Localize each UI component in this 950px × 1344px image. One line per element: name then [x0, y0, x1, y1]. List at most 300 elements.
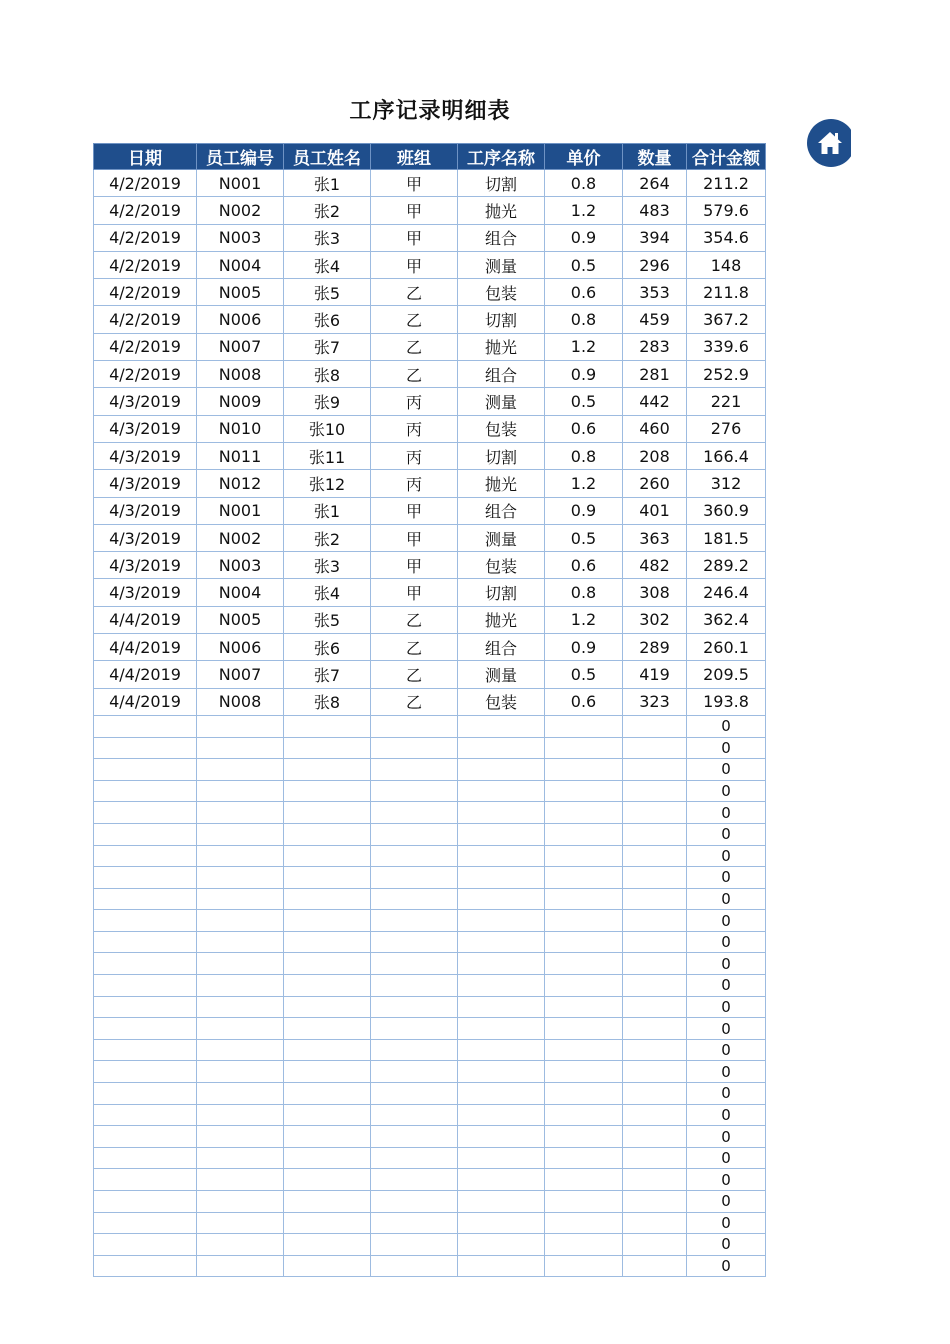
cell-unit-price[interactable]: 0.8	[545, 306, 623, 333]
cell-employee-id[interactable]	[197, 1234, 284, 1256]
cell-process-name[interactable]: 切割	[458, 579, 545, 606]
cell-total-amount[interactable]: 360.9	[687, 497, 766, 524]
cell-process-name[interactable]: 抛光	[458, 470, 545, 497]
cell-team[interactable]: 甲	[371, 251, 458, 278]
cell-date[interactable]: 4/4/2019	[94, 688, 197, 715]
cell-unit-price[interactable]: 1.2	[545, 197, 623, 224]
cell-unit-price[interactable]	[545, 1234, 623, 1256]
cell-process-name[interactable]	[458, 802, 545, 824]
cell-employee-id[interactable]	[197, 759, 284, 781]
cell-quantity[interactable]: 264	[623, 170, 687, 197]
cell-quantity[interactable]	[623, 1191, 687, 1213]
cell-date[interactable]: 4/3/2019	[94, 524, 197, 551]
cell-unit-price[interactable]	[545, 1039, 623, 1061]
cell-team[interactable]	[371, 802, 458, 824]
cell-employee-name[interactable]: 张9	[284, 388, 371, 415]
cell-total-amount[interactable]: 0	[687, 867, 766, 889]
cell-unit-price[interactable]	[545, 910, 623, 932]
cell-team[interactable]	[371, 1018, 458, 1040]
cell-total-amount[interactable]: 0	[687, 1147, 766, 1169]
cell-total-amount[interactable]: 0	[687, 1039, 766, 1061]
cell-process-name[interactable]	[458, 759, 545, 781]
cell-employee-id[interactable]	[197, 867, 284, 889]
cell-unit-price[interactable]	[545, 759, 623, 781]
cell-quantity[interactable]: 302	[623, 606, 687, 633]
cell-employee-id[interactable]: N005	[197, 606, 284, 633]
cell-team[interactable]	[371, 953, 458, 975]
cell-quantity[interactable]	[623, 910, 687, 932]
cell-date[interactable]: 4/3/2019	[94, 470, 197, 497]
cell-date[interactable]	[94, 910, 197, 932]
cell-employee-name[interactable]	[284, 910, 371, 932]
cell-team[interactable]: 甲	[371, 497, 458, 524]
column-header-employee-id[interactable]: 员工编号	[197, 144, 284, 170]
cell-date[interactable]	[94, 1018, 197, 1040]
cell-employee-name[interactable]	[284, 1191, 371, 1213]
cell-process-name[interactable]: 测量	[458, 251, 545, 278]
cell-date[interactable]	[94, 953, 197, 975]
cell-employee-id[interactable]: N012	[197, 470, 284, 497]
cell-unit-price[interactable]: 0.9	[545, 497, 623, 524]
cell-employee-id[interactable]	[197, 931, 284, 953]
cell-employee-id[interactable]	[197, 910, 284, 932]
cell-quantity[interactable]: 289	[623, 634, 687, 661]
cell-employee-name[interactable]	[284, 975, 371, 997]
cell-process-name[interactable]	[458, 715, 545, 737]
cell-unit-price[interactable]: 0.5	[545, 388, 623, 415]
cell-quantity[interactable]	[623, 1083, 687, 1105]
cell-employee-name[interactable]	[284, 953, 371, 975]
cell-quantity[interactable]: 460	[623, 415, 687, 442]
cell-unit-price[interactable]: 0.6	[545, 552, 623, 579]
cell-process-name[interactable]	[458, 996, 545, 1018]
cell-team[interactable]	[371, 780, 458, 802]
cell-process-name[interactable]: 包装	[458, 552, 545, 579]
cell-date[interactable]: 4/3/2019	[94, 497, 197, 524]
cell-quantity[interactable]	[623, 1169, 687, 1191]
cell-quantity[interactable]: 308	[623, 579, 687, 606]
cell-quantity[interactable]: 363	[623, 524, 687, 551]
cell-quantity[interactable]	[623, 953, 687, 975]
cell-employee-name[interactable]: 张1	[284, 497, 371, 524]
cell-date[interactable]	[94, 996, 197, 1018]
cell-team[interactable]: 乙	[371, 688, 458, 715]
cell-employee-id[interactable]: N008	[197, 361, 284, 388]
cell-process-name[interactable]: 组合	[458, 497, 545, 524]
cell-employee-id[interactable]: N002	[197, 524, 284, 551]
cell-quantity[interactable]	[623, 1126, 687, 1148]
cell-quantity[interactable]	[623, 1018, 687, 1040]
cell-unit-price[interactable]: 0.5	[545, 524, 623, 551]
cell-employee-id[interactable]	[197, 1191, 284, 1213]
cell-team[interactable]: 乙	[371, 279, 458, 306]
cell-quantity[interactable]: 483	[623, 197, 687, 224]
cell-employee-id[interactable]: N004	[197, 251, 284, 278]
cell-date[interactable]	[94, 759, 197, 781]
column-header-date[interactable]: 日期	[94, 144, 197, 170]
cell-date[interactable]	[94, 1083, 197, 1105]
cell-date[interactable]	[94, 802, 197, 824]
cell-employee-id[interactable]	[197, 715, 284, 737]
cell-team[interactable]: 甲	[371, 579, 458, 606]
cell-process-name[interactable]	[458, 1212, 545, 1234]
cell-process-name[interactable]: 测量	[458, 661, 545, 688]
cell-employee-id[interactable]: N003	[197, 552, 284, 579]
cell-unit-price[interactable]: 0.8	[545, 442, 623, 469]
cell-employee-name[interactable]: 张6	[284, 306, 371, 333]
cell-unit-price[interactable]	[545, 931, 623, 953]
cell-process-name[interactable]	[458, 737, 545, 759]
cell-team[interactable]: 乙	[371, 634, 458, 661]
cell-unit-price[interactable]	[545, 737, 623, 759]
cell-unit-price[interactable]	[545, 888, 623, 910]
cell-unit-price[interactable]: 1.2	[545, 333, 623, 360]
cell-process-name[interactable]: 组合	[458, 634, 545, 661]
cell-process-name[interactable]	[458, 1018, 545, 1040]
cell-employee-name[interactable]: 张12	[284, 470, 371, 497]
cell-employee-name[interactable]	[284, 845, 371, 867]
cell-total-amount[interactable]: 166.4	[687, 442, 766, 469]
cell-unit-price[interactable]: 0.6	[545, 688, 623, 715]
cell-date[interactable]: 4/3/2019	[94, 388, 197, 415]
cell-date[interactable]: 4/2/2019	[94, 306, 197, 333]
cell-employee-name[interactable]: 张5	[284, 606, 371, 633]
cell-process-name[interactable]: 切割	[458, 170, 545, 197]
cell-total-amount[interactable]: 209.5	[687, 661, 766, 688]
cell-total-amount[interactable]: 0	[687, 715, 766, 737]
column-header-total-amount[interactable]: 合计金额	[687, 144, 766, 170]
cell-date[interactable]: 4/2/2019	[94, 197, 197, 224]
cell-quantity[interactable]	[623, 996, 687, 1018]
cell-total-amount[interactable]: 0	[687, 1104, 766, 1126]
cell-quantity[interactable]: 442	[623, 388, 687, 415]
cell-quantity[interactable]	[623, 759, 687, 781]
cell-employee-name[interactable]: 张4	[284, 251, 371, 278]
cell-total-amount[interactable]: 0	[687, 996, 766, 1018]
cell-process-name[interactable]: 组合	[458, 361, 545, 388]
cell-employee-name[interactable]	[284, 1234, 371, 1256]
cell-process-name[interactable]	[458, 931, 545, 953]
column-header-process-name[interactable]: 工序名称	[458, 144, 545, 170]
cell-unit-price[interactable]	[545, 780, 623, 802]
cell-employee-name[interactable]: 张7	[284, 333, 371, 360]
cell-employee-id[interactable]	[197, 823, 284, 845]
cell-unit-price[interactable]: 1.2	[545, 470, 623, 497]
cell-employee-id[interactable]: N006	[197, 634, 284, 661]
cell-quantity[interactable]: 208	[623, 442, 687, 469]
cell-quantity[interactable]	[623, 737, 687, 759]
cell-unit-price[interactable]	[545, 1255, 623, 1277]
cell-employee-name[interactable]	[284, 1104, 371, 1126]
cell-team[interactable]	[371, 1147, 458, 1169]
cell-employee-name[interactable]	[284, 1255, 371, 1277]
cell-employee-name[interactable]: 张3	[284, 552, 371, 579]
cell-quantity[interactable]	[623, 802, 687, 824]
cell-total-amount[interactable]: 0	[687, 823, 766, 845]
cell-total-amount[interactable]: 579.6	[687, 197, 766, 224]
cell-unit-price[interactable]	[545, 802, 623, 824]
cell-team[interactable]: 甲	[371, 224, 458, 251]
cell-employee-name[interactable]: 张11	[284, 442, 371, 469]
cell-team[interactable]	[371, 975, 458, 997]
cell-quantity[interactable]: 394	[623, 224, 687, 251]
cell-quantity[interactable]	[623, 888, 687, 910]
cell-process-name[interactable]	[458, 888, 545, 910]
cell-date[interactable]: 4/3/2019	[94, 579, 197, 606]
cell-team[interactable]: 甲	[371, 552, 458, 579]
cell-process-name[interactable]: 切割	[458, 306, 545, 333]
cell-date[interactable]	[94, 737, 197, 759]
cell-team[interactable]	[371, 867, 458, 889]
cell-process-name[interactable]	[458, 1039, 545, 1061]
cell-quantity[interactable]	[623, 1061, 687, 1083]
cell-date[interactable]: 4/2/2019	[94, 333, 197, 360]
cell-quantity[interactable]: 260	[623, 470, 687, 497]
cell-total-amount[interactable]: 0	[687, 888, 766, 910]
cell-unit-price[interactable]	[545, 1191, 623, 1213]
cell-date[interactable]	[94, 1234, 197, 1256]
cell-date[interactable]	[94, 1126, 197, 1148]
column-header-employee-name[interactable]: 员工姓名	[284, 144, 371, 170]
cell-date[interactable]: 4/4/2019	[94, 661, 197, 688]
cell-process-name[interactable]: 包装	[458, 279, 545, 306]
cell-team[interactable]	[371, 1212, 458, 1234]
cell-employee-id[interactable]	[197, 737, 284, 759]
cell-employee-id[interactable]: N003	[197, 224, 284, 251]
cell-team[interactable]: 甲	[371, 197, 458, 224]
cell-employee-name[interactable]: 张8	[284, 361, 371, 388]
cell-quantity[interactable]	[623, 780, 687, 802]
column-header-team[interactable]: 班组	[371, 144, 458, 170]
cell-team[interactable]	[371, 910, 458, 932]
cell-employee-id[interactable]	[197, 1039, 284, 1061]
cell-team[interactable]	[371, 1061, 458, 1083]
cell-unit-price[interactable]: 0.8	[545, 170, 623, 197]
cell-process-name[interactable]: 包装	[458, 688, 545, 715]
cell-process-name[interactable]	[458, 867, 545, 889]
cell-employee-name[interactable]	[284, 1126, 371, 1148]
cell-total-amount[interactable]: 0	[687, 975, 766, 997]
cell-employee-id[interactable]: N010	[197, 415, 284, 442]
cell-team[interactable]	[371, 1255, 458, 1277]
cell-unit-price[interactable]: 0.5	[545, 251, 623, 278]
cell-quantity[interactable]	[623, 1104, 687, 1126]
cell-total-amount[interactable]: 0	[687, 1255, 766, 1277]
cell-date[interactable]: 4/4/2019	[94, 634, 197, 661]
cell-total-amount[interactable]: 367.2	[687, 306, 766, 333]
cell-employee-name[interactable]	[284, 1212, 371, 1234]
cell-process-name[interactable]	[458, 1234, 545, 1256]
cell-employee-id[interactable]: N005	[197, 279, 284, 306]
cell-date[interactable]	[94, 867, 197, 889]
cell-process-name[interactable]: 抛光	[458, 606, 545, 633]
cell-total-amount[interactable]: 181.5	[687, 524, 766, 551]
cell-date[interactable]	[94, 1147, 197, 1169]
cell-employee-id[interactable]: N008	[197, 688, 284, 715]
cell-team[interactable]: 乙	[371, 661, 458, 688]
cell-quantity[interactable]: 419	[623, 661, 687, 688]
cell-team[interactable]	[371, 759, 458, 781]
cell-team[interactable]: 乙	[371, 361, 458, 388]
cell-total-amount[interactable]: 0	[687, 1126, 766, 1148]
cell-quantity[interactable]	[623, 1234, 687, 1256]
cell-unit-price[interactable]	[545, 845, 623, 867]
cell-total-amount[interactable]: 0	[687, 780, 766, 802]
cell-total-amount[interactable]: 0	[687, 1234, 766, 1256]
cell-total-amount[interactable]: 0	[687, 737, 766, 759]
cell-date[interactable]	[94, 975, 197, 997]
cell-total-amount[interactable]: 211.2	[687, 170, 766, 197]
cell-team[interactable]	[371, 1191, 458, 1213]
cell-process-name[interactable]	[458, 780, 545, 802]
cell-quantity[interactable]: 401	[623, 497, 687, 524]
cell-quantity[interactable]: 283	[623, 333, 687, 360]
cell-process-name[interactable]	[458, 1191, 545, 1213]
cell-unit-price[interactable]: 0.9	[545, 361, 623, 388]
cell-employee-id[interactable]: N006	[197, 306, 284, 333]
cell-date[interactable]	[94, 1169, 197, 1191]
cell-quantity[interactable]: 323	[623, 688, 687, 715]
cell-employee-name[interactable]	[284, 867, 371, 889]
cell-employee-id[interactable]	[197, 1147, 284, 1169]
cell-employee-id[interactable]	[197, 1255, 284, 1277]
cell-employee-id[interactable]	[197, 888, 284, 910]
cell-quantity[interactable]	[623, 845, 687, 867]
cell-total-amount[interactable]: 0	[687, 1061, 766, 1083]
cell-unit-price[interactable]: 0.5	[545, 661, 623, 688]
cell-employee-name[interactable]: 张7	[284, 661, 371, 688]
cell-process-name[interactable]	[458, 845, 545, 867]
cell-date[interactable]	[94, 931, 197, 953]
cell-total-amount[interactable]: 339.6	[687, 333, 766, 360]
cell-team[interactable]: 乙	[371, 333, 458, 360]
cell-team[interactable]	[371, 996, 458, 1018]
cell-total-amount[interactable]: 246.4	[687, 579, 766, 606]
cell-team[interactable]	[371, 845, 458, 867]
cell-unit-price[interactable]	[545, 1104, 623, 1126]
cell-quantity[interactable]	[623, 1212, 687, 1234]
cell-date[interactable]	[94, 1212, 197, 1234]
cell-quantity[interactable]: 296	[623, 251, 687, 278]
cell-quantity[interactable]	[623, 1039, 687, 1061]
cell-unit-price[interactable]	[545, 1212, 623, 1234]
cell-employee-id[interactable]	[197, 780, 284, 802]
cell-process-name[interactable]: 测量	[458, 388, 545, 415]
cell-total-amount[interactable]: 0	[687, 1191, 766, 1213]
cell-date[interactable]: 4/2/2019	[94, 279, 197, 306]
cell-employee-name[interactable]	[284, 759, 371, 781]
cell-quantity[interactable]	[623, 715, 687, 737]
cell-team[interactable]: 乙	[371, 606, 458, 633]
cell-date[interactable]	[94, 1061, 197, 1083]
cell-date[interactable]	[94, 1255, 197, 1277]
cell-employee-name[interactable]: 张1	[284, 170, 371, 197]
cell-employee-name[interactable]	[284, 715, 371, 737]
cell-employee-name[interactable]	[284, 802, 371, 824]
cell-team[interactable]: 甲	[371, 524, 458, 551]
cell-unit-price[interactable]	[545, 1126, 623, 1148]
cell-team[interactable]	[371, 1039, 458, 1061]
cell-employee-name[interactable]	[284, 888, 371, 910]
cell-process-name[interactable]	[458, 1126, 545, 1148]
cell-employee-name[interactable]	[284, 1018, 371, 1040]
cell-date[interactable]: 4/2/2019	[94, 361, 197, 388]
column-header-unit-price[interactable]: 单价	[545, 144, 623, 170]
cell-process-name[interactable]: 切割	[458, 442, 545, 469]
cell-unit-price[interactable]: 0.9	[545, 634, 623, 661]
cell-total-amount[interactable]: 0	[687, 759, 766, 781]
cell-employee-id[interactable]	[197, 1083, 284, 1105]
cell-unit-price[interactable]	[545, 1083, 623, 1105]
cell-employee-name[interactable]	[284, 1147, 371, 1169]
cell-process-name[interactable]	[458, 823, 545, 845]
cell-employee-id[interactable]	[197, 1212, 284, 1234]
cell-team[interactable]: 丙	[371, 415, 458, 442]
cell-date[interactable]	[94, 1191, 197, 1213]
cell-unit-price[interactable]	[545, 1147, 623, 1169]
cell-process-name[interactable]	[458, 1061, 545, 1083]
cell-total-amount[interactable]: 0	[687, 1083, 766, 1105]
cell-total-amount[interactable]: 362.4	[687, 606, 766, 633]
column-header-quantity[interactable]: 数量	[623, 144, 687, 170]
cell-total-amount[interactable]: 0	[687, 845, 766, 867]
cell-employee-id[interactable]: N001	[197, 170, 284, 197]
cell-date[interactable]	[94, 1039, 197, 1061]
cell-process-name[interactable]: 测量	[458, 524, 545, 551]
cell-date[interactable]	[94, 780, 197, 802]
cell-team[interactable]: 丙	[371, 470, 458, 497]
cell-total-amount[interactable]: 276	[687, 415, 766, 442]
cell-date[interactable]	[94, 845, 197, 867]
cell-team[interactable]: 甲	[371, 170, 458, 197]
cell-team[interactable]: 丙	[371, 442, 458, 469]
home-button[interactable]	[807, 119, 851, 167]
cell-date[interactable]: 4/4/2019	[94, 606, 197, 633]
cell-date[interactable]: 4/3/2019	[94, 415, 197, 442]
cell-employee-name[interactable]	[284, 931, 371, 953]
cell-employee-id[interactable]	[197, 953, 284, 975]
cell-employee-id[interactable]: N007	[197, 661, 284, 688]
cell-employee-name[interactable]: 张8	[284, 688, 371, 715]
cell-quantity[interactable]: 482	[623, 552, 687, 579]
cell-quantity[interactable]	[623, 931, 687, 953]
cell-unit-price[interactable]: 0.6	[545, 415, 623, 442]
cell-employee-name[interactable]	[284, 737, 371, 759]
cell-process-name[interactable]: 抛光	[458, 333, 545, 360]
cell-team[interactable]	[371, 715, 458, 737]
cell-team[interactable]	[371, 1126, 458, 1148]
cell-employee-name[interactable]	[284, 1083, 371, 1105]
cell-total-amount[interactable]: 260.1	[687, 634, 766, 661]
cell-employee-name[interactable]: 张6	[284, 634, 371, 661]
cell-process-name[interactable]	[458, 1255, 545, 1277]
cell-employee-name[interactable]: 张2	[284, 524, 371, 551]
cell-process-name[interactable]	[458, 1169, 545, 1191]
cell-unit-price[interactable]	[545, 996, 623, 1018]
cell-employee-name[interactable]	[284, 996, 371, 1018]
cell-team[interactable]: 丙	[371, 388, 458, 415]
cell-total-amount[interactable]: 252.9	[687, 361, 766, 388]
cell-employee-id[interactable]	[197, 1104, 284, 1126]
cell-team[interactable]	[371, 1083, 458, 1105]
cell-employee-name[interactable]	[284, 823, 371, 845]
cell-total-amount[interactable]: 148	[687, 251, 766, 278]
cell-date[interactable]	[94, 715, 197, 737]
cell-unit-price[interactable]: 0.8	[545, 579, 623, 606]
cell-date[interactable]	[94, 888, 197, 910]
cell-employee-name[interactable]: 张3	[284, 224, 371, 251]
cell-team[interactable]: 乙	[371, 306, 458, 333]
